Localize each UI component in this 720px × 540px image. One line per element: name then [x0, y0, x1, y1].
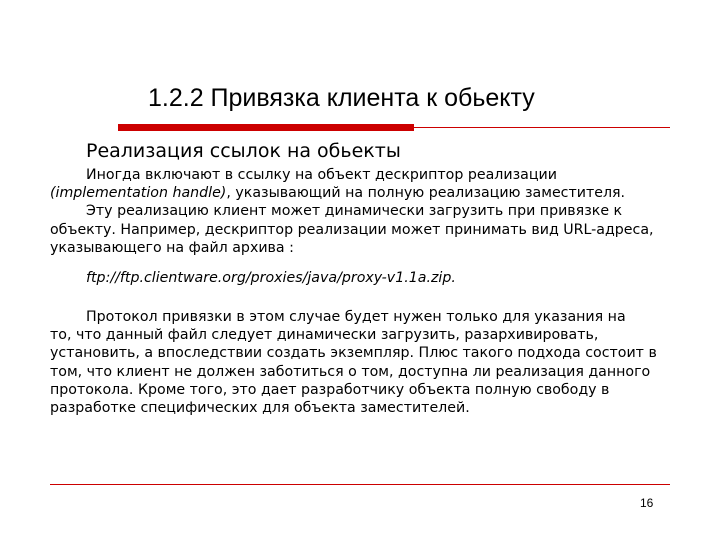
paragraph-1-rest	[50, 184, 670, 202]
implementation-handle-term: (implementation handle)	[50, 185, 227, 202]
paragraph-3-rest: то, что данный файл следует динамически загрузить, разархивировать, установить, а впоследствии создать экземпляр. Плюс такого подхода состоит в том, что клиент не должен заботиться о том, доступна ли реализация данного протокола. Кроме того, это дает разработчику объекта полную свободу в разработке специфических для объекта заместителей.	[50, 327, 657, 417]
slide-title: 1.2.2 Привязка клиента к обьекту	[148, 84, 535, 112]
paragraph-1-first-line: Иногда включают в ссылку на объект дескриптор реализации	[86, 167, 557, 183]
paragraph-1-tail: , указывающий на полную реализацию заместителя.	[226, 185, 626, 202]
paragraph-2-rest: объекту. Например, дескриптор реализации может принимать вид URL-адреса, указывающего на файл архива :	[50, 221, 654, 256]
footer-rule	[50, 484, 670, 485]
paragraph-3-first-line: Протокол привязки в этом случае будет нужен только для указания на	[86, 309, 626, 325]
paragraph-2-first-line: Эту реализацию клиент может динамически загрузить при привязке к	[86, 203, 623, 220]
ftp-url: ftp://ftp.clientware.org/proxies/java/proxy-v1.1a.zip.	[86, 270, 456, 286]
title-accent-bar	[118, 124, 414, 131]
paragraph-3-block	[50, 308, 670, 417]
page-number: 16	[640, 496, 654, 510]
paragraph-1-block	[50, 166, 670, 257]
title-underline	[414, 127, 670, 128]
slide-subtitle: Реализация ссылок на обьекты	[86, 140, 401, 162]
